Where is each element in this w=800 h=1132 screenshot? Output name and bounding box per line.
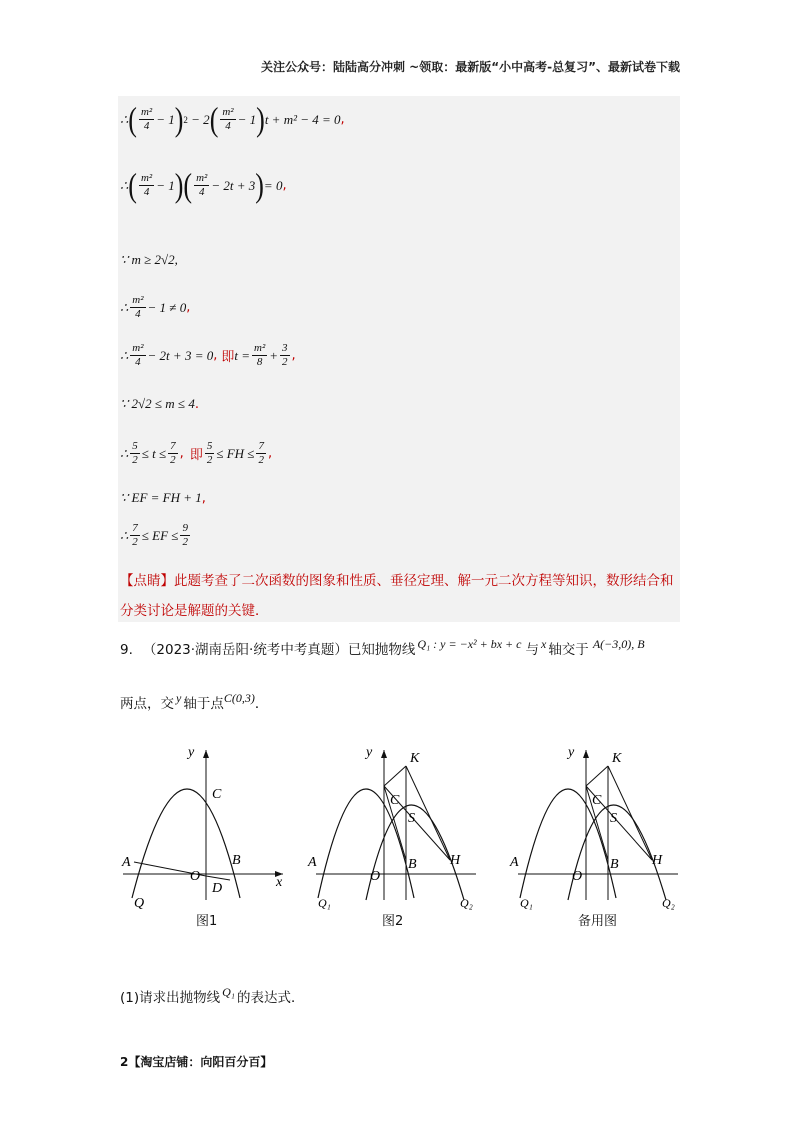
- fig3-label-h: H: [652, 853, 663, 868]
- figure-1: [118, 740, 288, 914]
- solution-line-1: ∴ ( $\frac{\text{m²}}{4}$ − 1 ) 2 − 2 ( $\frac{\text{m²}}{4}$ − 1 ) t + m² − 4 = 0 ,: [120, 100, 345, 138]
- fig2-label-q1: Q₁: [318, 896, 331, 910]
- x-symbol: x: [540, 637, 547, 651]
- solution-line-2: ∴ ( $\frac{\text{m²}}{4}$ − 1 ) ( $\frac{\text{m²}}{4}$ − 2t + 3 ) = 0 ,: [120, 166, 287, 204]
- fig3-label-b: B: [610, 857, 619, 872]
- fig3-label-q1: Q₁: [520, 896, 533, 910]
- problem-9: [120, 637, 690, 714]
- text-axis-point: 轴于点: [183, 696, 224, 712]
- problem-source: （2023·湖南岳阳·统考中考真题）已知抛物线: [142, 642, 416, 658]
- fig3-label-y: y: [568, 745, 575, 760]
- fig1-label-q: Q: [134, 896, 145, 910]
- point-a: A(−3,0), B: [592, 637, 645, 651]
- fig2-label-s: S: [408, 811, 415, 826]
- fig1-label-o: O: [190, 869, 201, 884]
- text-axis: 轴交于: [548, 642, 589, 658]
- solution-line-6: ∵ 2√2 ≤ m ≤ 4 .: [120, 396, 199, 412]
- fig3-label-a: A: [510, 855, 519, 870]
- problem-number: 9.: [120, 642, 133, 658]
- question-1-q: Q₁: [222, 985, 235, 999]
- page-header: 关注公众号：陆陆高分冲刺 ~领取：最新版“小中高考-总复习”、最新试卷下载: [261, 60, 680, 74]
- fig1-label-x: x: [276, 875, 283, 890]
- fig3-label-q2: Q₂: [662, 896, 675, 910]
- fig2-label-c: C: [390, 793, 400, 808]
- key-point-comment: 【点睛】此题考查了二次函数的图象和性质、垂径定理、解一元二次方程等知识，数形结合和分类讨论是解题的关键．: [120, 573, 674, 619]
- question-1-prefix: (1)请求出抛物线: [120, 990, 221, 1006]
- fig2-label-b: B: [408, 857, 417, 872]
- fig3-label-c: C: [592, 793, 602, 808]
- fig1-label-b: B: [232, 853, 241, 868]
- point-c: C(0,3): [223, 691, 255, 705]
- fig1-caption: 图1: [196, 914, 218, 929]
- figure-3-spare: [506, 740, 686, 914]
- fig2-label-y: y: [366, 745, 373, 760]
- solution-line-5: ∴ $\frac{\text{m²}}{4}$ − 2t + 3 = 0 , 即 t = $\frac{\text{m²}}{8}$ + $\frac{3}{2}$ ,: [120, 342, 296, 368]
- question-1-suffix: 的表达式．: [236, 990, 305, 1006]
- fig2-label-o: O: [370, 869, 381, 884]
- solution-line-4: ∴ $\frac{\text{m²}}{4}$ − 1 ≠ 0 ,: [120, 294, 191, 320]
- solution-line-3: ∵ m ≥ 2√2,: [120, 252, 178, 267]
- solution-line-9: ∴ $\frac{7}{2}$ ≤ EF ≤ $\frac{9}{2}$: [120, 522, 188, 548]
- text-yu: 与: [525, 642, 539, 658]
- fig1-label-d: D: [212, 881, 223, 896]
- question-1: [120, 986, 304, 1006]
- y-symbol: y: [176, 691, 182, 705]
- solution-line-8: ∵ EF = FH + 1 ,: [120, 490, 206, 506]
- fig1-label-c: C: [212, 787, 222, 802]
- fig2-label-a: A: [308, 855, 317, 870]
- fig2-caption: 图2: [382, 914, 404, 929]
- text-two-points: 两点，交: [120, 696, 174, 712]
- page-footer: 2【淘宝店铺：向阳百分百】: [120, 1055, 273, 1069]
- figure-2: [304, 740, 484, 914]
- fig1-label-a: A: [122, 855, 131, 870]
- fig2-label-h: H: [450, 853, 461, 868]
- fig3-label-k: K: [612, 751, 622, 766]
- text-period: ．: [254, 696, 269, 712]
- fig2-label-q2: Q₂: [460, 896, 473, 910]
- parabola-equation: Q₁ : y = −x² + bx + c: [417, 637, 522, 651]
- fig3-caption: 备用图: [578, 914, 618, 929]
- fig1-label-y: y: [188, 745, 195, 760]
- solution-line-7: ∴ $\frac{5}{2}$ ≤ t ≤ $\frac{7}{2}$ , 即 $\frac{5}{2}$ ≤ FH ≤ $\frac{7}{2}$ ,: [120, 440, 273, 466]
- fig3-label-o: O: [572, 869, 583, 884]
- fig2-label-k: K: [410, 751, 420, 766]
- fig3-label-s: S: [610, 811, 617, 826]
